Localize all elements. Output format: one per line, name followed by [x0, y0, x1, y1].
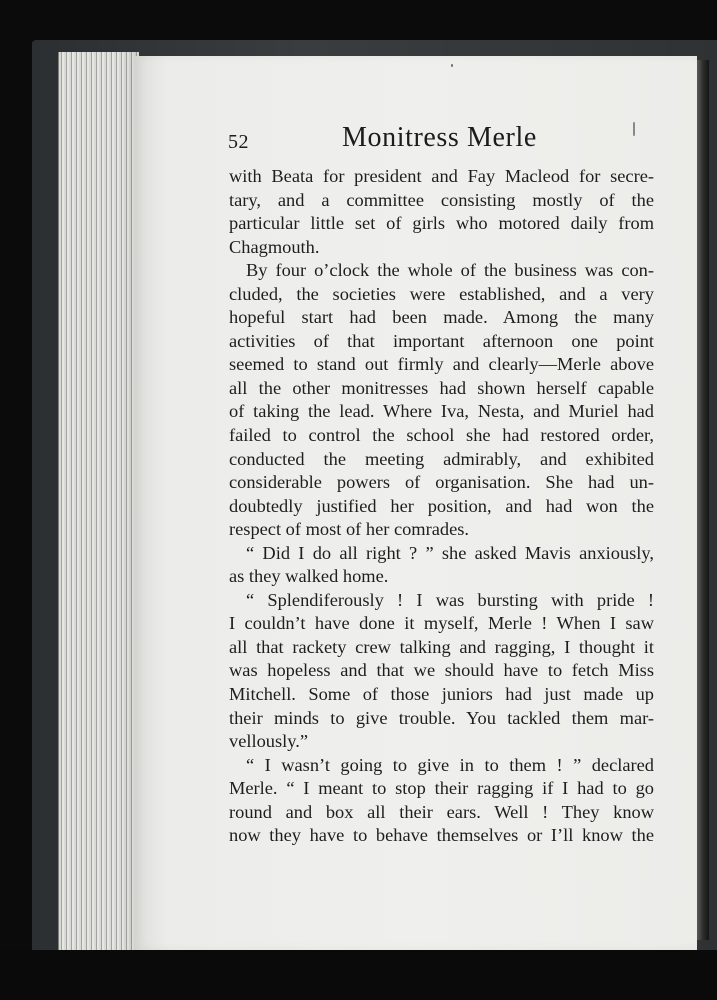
text-line: tary, and a committee consisting mostly of the: [229, 189, 654, 210]
text-line: seemed to stand out firmly and clearly—Merle above: [229, 354, 654, 375]
text-line: Merle. “ I meant to stop their ragging if I had to go: [229, 778, 654, 799]
text-line: “ Splendiferously ! I was bursting with pride !: [246, 589, 654, 610]
text-line: cluded, the societies were established, and a very: [229, 283, 654, 304]
body-text: [229, 165, 654, 848]
text-line: all that rackety crew talking and ragging, I thought it: [229, 636, 654, 657]
paper-speck: [633, 122, 635, 136]
running-head: Monitress Merle: [342, 122, 537, 153]
text-line: failed to control the school she had restored order,: [229, 425, 654, 446]
page-edges: [58, 52, 139, 952]
text-line: was hopeless and that we should have to fetch Miss: [229, 660, 654, 681]
text-line: Chagmouth.: [229, 236, 320, 257]
text-line: doubtedly justified her position, and had won the: [229, 495, 654, 516]
text-line: Mitchell. Some of those juniors had just made up: [229, 684, 654, 705]
text-line: now they have to behave themselves or I’ll know the: [229, 825, 654, 846]
text-line: round and box all their ears. Well ! They know: [229, 801, 654, 822]
text-line: considerable powers of organisation. She had un-: [229, 472, 654, 493]
text-line: I couldn’t have done it myself, Merle ! When I saw: [229, 613, 654, 634]
text-line: hopeful start had been made. Among the many: [229, 307, 654, 328]
text-line: all the other monitresses had shown herself capable: [229, 377, 654, 398]
scan-background: [0, 950, 717, 1000]
text-line: vellously.”: [229, 731, 308, 752]
text-line: of taking the lead. Where Iva, Nesta, and Muriel had: [229, 401, 654, 422]
paper-speck: [451, 64, 453, 67]
text-line: with Beata for president and Fay Macleod for secre-: [229, 166, 654, 186]
text-line: By four o’clock the whole of the business was con-: [246, 260, 654, 281]
text-line: particular little set of girls who motored daily from: [229, 213, 654, 234]
text-line: conducted the meeting admirably, and exhibited: [229, 448, 654, 469]
page-gutter-shadow: [695, 60, 709, 940]
page-number: 52: [228, 131, 249, 153]
text-line: respect of most of her comrades.: [229, 519, 470, 540]
text-line: as they walked home.: [229, 566, 389, 587]
text-line: their minds to give trouble. You tackled them mar-: [229, 707, 654, 728]
text-line: “ Did I do all right ? ” she asked Mavis anxiously,: [246, 542, 654, 563]
text-line: activities of that important afternoon one point: [229, 330, 654, 351]
text-line: “ I wasn’t going to give in to them ! ” declared: [246, 754, 654, 775]
